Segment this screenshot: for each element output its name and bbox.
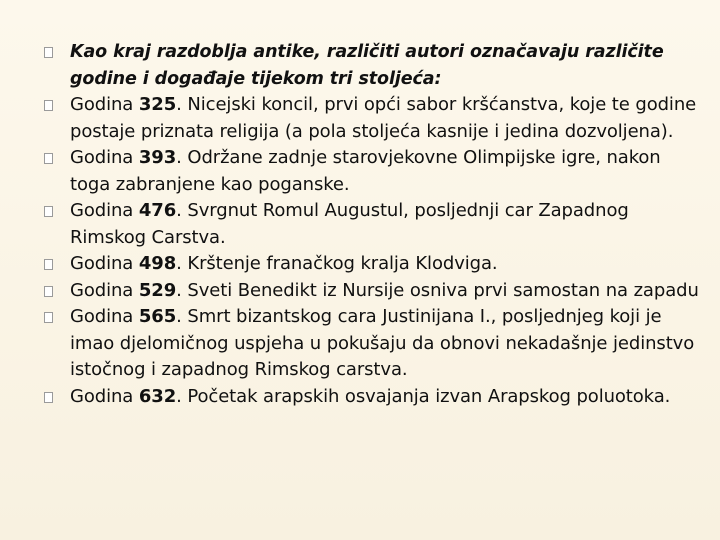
item-prefix: Godina [70,147,139,168]
item-text: . Krštenje franačkog kralja Klodviga. [176,253,498,274]
square-bullet-icon [44,153,53,164]
item-text: . Održane zadnje starovjekovne Olimpijske igre, nakon toga zabranjene kao poganske. [70,147,661,195]
item-prefix: Godina [70,306,139,327]
intro-text: Kao kraj razdoblja antike, različiti autori označavaju različite godine i događaje tijekom tri stoljeća: [70,42,664,89]
item-text: . Nicejski koncil, prvi opći sabor kršćanstva, koje te godine postaje priznata religija (a pola stoljeća kasnije i jedina dozvoljena). [70,94,697,142]
item-prefix: Godina [70,385,139,407]
item-year: 476 [138,200,177,221]
item-year: 325 [138,94,177,115]
list-item-intro [44,39,704,92]
list-item [44,251,704,278]
item-text: . Početak arapskih osvajanja izvan Arapskog poluotoka. [176,385,671,407]
square-bullet-icon [44,206,53,217]
list-item [44,304,704,384]
square-bullet-icon [44,286,53,297]
square-bullet-icon [44,47,53,58]
list-item [44,145,704,198]
item-text: . Svrgnut Romul Augustul, posljednji car Zapadnog Rimskog Carstva. [70,200,629,248]
item-prefix: Godina [70,279,139,301]
square-bullet-icon [44,312,53,323]
bullet-list [44,39,704,410]
square-bullet-icon [44,100,53,111]
item-prefix: Godina [70,200,139,221]
item-text: . Sveti Benedikt iz Nursije osniva prvi samostan na zapadu [176,279,699,301]
list-item [44,278,704,305]
item-year: 565 [138,306,177,327]
item-text: . Smrt bizantskog cara Justinijana I., posljednjeg koji je imao djelomičnog uspjeha u pokušaju da obnovi nekadašnje jedinstvo istočnog i zapadnog Rimskog carstva. [70,306,695,380]
item-year: 529 [138,279,177,301]
year-items [44,92,704,410]
item-year: 632 [138,385,177,407]
square-bullet-icon [44,392,53,403]
list-item [44,384,704,411]
item-year: 393 [138,147,177,168]
item-prefix: Godina [70,94,139,115]
square-bullet-icon [44,259,53,270]
item-prefix: Godina [70,253,139,274]
list-item [44,92,704,145]
item-year: 498 [138,253,177,274]
list-item [44,198,704,251]
